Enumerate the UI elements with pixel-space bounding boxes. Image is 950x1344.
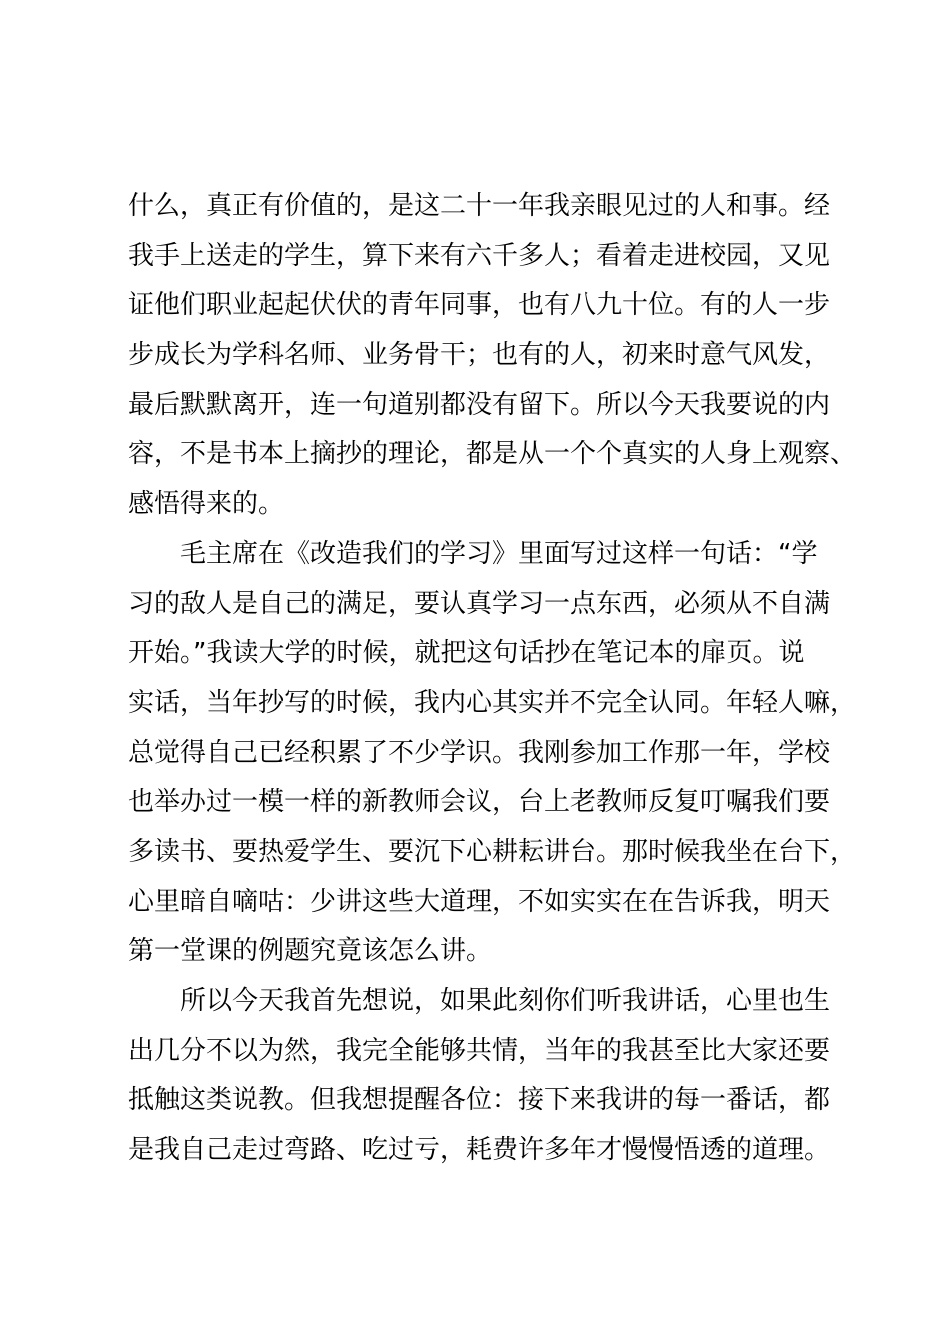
text-line: 多读书、要热爱学生、要沉下心耕耘讲台。那时候我坐在台下， [128,836,857,867]
text-line: 抵触这类说教。但我想提醒各位：接下来我讲的每一番话，都 [128,1085,831,1116]
text-line: 证他们职业起起伏伏的青年同事，也有八九十位。有的人一步 [128,290,831,321]
text-line: 第一堂课的例题究竟该怎么讲。 [128,936,493,967]
text-line: 出几分不以为然，我完全能够共情，当年的我甚至比大家还要 [128,1035,831,1066]
text-line: 我手上送走的学生，算下来有六千多人；看着走进校园，又见 [128,240,831,271]
text-line: 是我自己走过弯路、吃过亏，耗费许多年才慢慢悟透的道理。 [128,1135,831,1166]
text-line: 心里暗自嘀咕：少讲这些大道理，不如实实在在告诉我，明天 [128,886,831,917]
text-line: 步成长为学科名师、业务骨干；也有的人，初来时意气风发， [128,340,831,371]
text-line: 感悟得来的。 [128,489,285,520]
text-line: 最后默默离开，连一句道别都没有留下。所以今天我要说的内 [128,389,831,420]
text-line: 总觉得自己已经积累了不少学识。我刚参加工作那一年，学校 [128,737,831,768]
text-line: 所以今天我首先想说，如果此刻你们听我讲话，心里也生 [128,986,831,1016]
text-line: 什么，真正有价值的，是这二十一年我亲眼见过的人和事。经 [128,191,831,221]
text-line: 容，不是书本上摘抄的理论，都是从一个个真实的人身上观察、 [128,439,857,470]
text-line: 毛主席在《改造我们的学习》里面写过这样一句话：“学 [128,538,818,569]
text-line: 习的敌人是自己的满足，要认真学习一点东西，必须从不自满 [128,588,831,619]
text-line: 也举办过一模一样的新教师会议，台上老教师反复叮嘱我们要 [128,787,831,818]
body-text [128,182,857,1176]
text-line: 开始。”我读大学的时候，就把这句话抄在笔记本的扉页。说 [128,638,805,669]
text-line: 实话，当年抄写的时候，我内心其实并不完全认同。年轻人嘛， [128,687,857,718]
